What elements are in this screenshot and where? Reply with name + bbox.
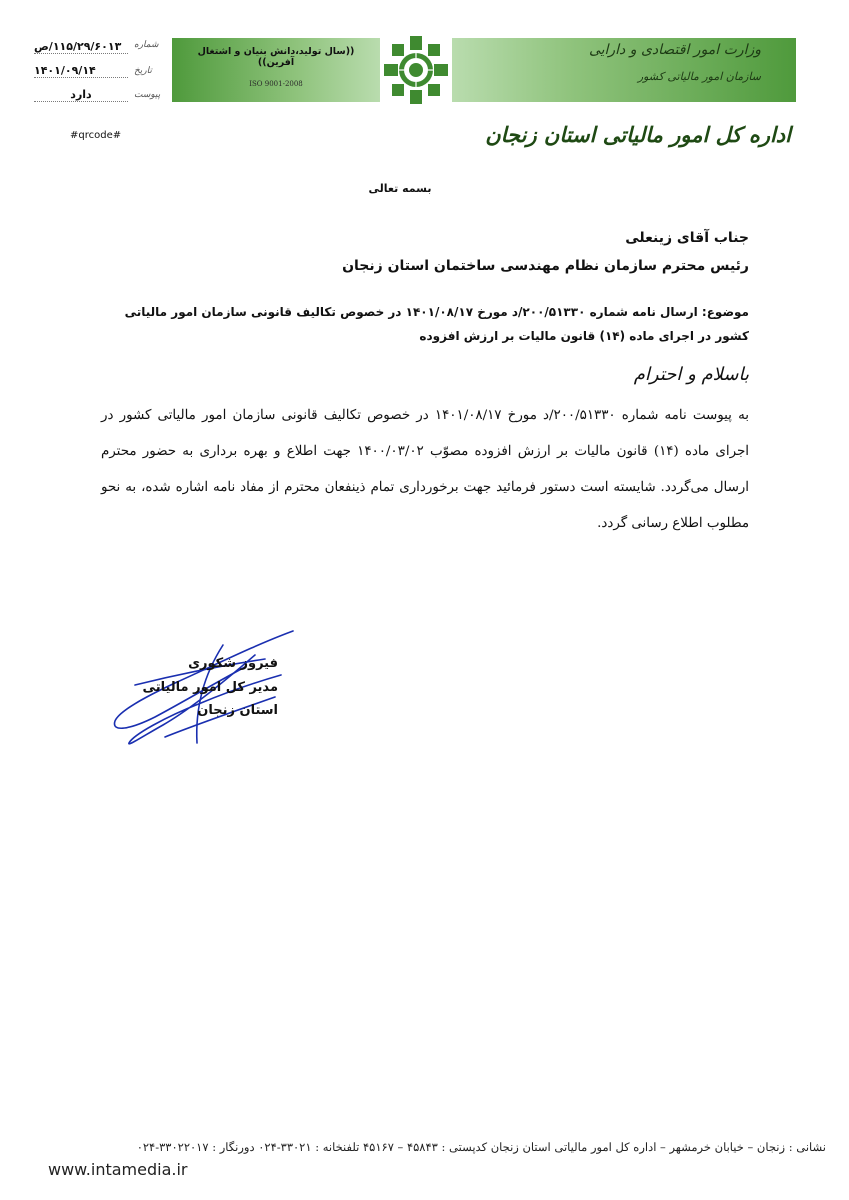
organization-name: سازمان امور مالیاتی کشور (637, 70, 761, 83)
signer-region: استان زنجان (197, 703, 278, 718)
department-title: اداره کل امور مالیاتی استان زنجان (485, 122, 791, 147)
greeting: باسلام و احترام (633, 364, 749, 385)
year-slogan: ((سال تولید،دانش بنیان و اشتغال آفرین)) (197, 46, 355, 68)
date-label: تاریخ (134, 66, 152, 76)
signer-role: مدیر کل امور مالیاتی (142, 680, 278, 695)
recipient-title: رئیس محترم سازمان نظام مهندسی ساختمان استان زنجان (342, 258, 749, 274)
letter-date: ۱۴۰۱/۰۹/۱۴ (34, 64, 128, 78)
footer-address: نشانی : زنجان – خیابان خرمشهر – اداره کل امور مالیاتی استان زنجان کدپستی : ۴۵۸۴۳ – ۴۵۱۶۷ تلفنخانه : ۳۳۰۲۱-۰۲۴ دورنگار : ۳۳۰۲۲۰۱۷-۰۲۴ (136, 1140, 826, 1154)
attachment-value: دارد (34, 88, 128, 102)
iso-certification: ISO 9001-2008 (249, 80, 303, 88)
qr-code-placeholder: #qrcode# (70, 130, 122, 141)
signer-name: فیروز شکوری (188, 656, 278, 671)
tax-organization-emblem-icon (380, 32, 452, 108)
recipient-name: جناب آقای زینعلی (625, 230, 749, 246)
footer-website: www.intamedia.ir (48, 1160, 188, 1179)
letter-number: ۱۱۵/۲۹/۶۰۱۳/ص (34, 40, 128, 54)
basmala: بسمه تعالی (368, 182, 432, 195)
letter-body: به پیوست نامه شماره ۲۰۰/۵۱۳۳۰/د مورخ ۱۴۰۱/۰۸/۱۷ در خصوص تکالیف قانونی سازمان امور مالیاتی کشور در اجرای ماده (۱۴) قانون مالیات بر ارزش افزوده مصوّب ۱۴۰۰/۰۳/۰۲ جهت اطلاع و بهره برداری به حضور محترم ارسال می‌گردد. شایسته است دستور فرمائید جهت برخورداری تمام ذینفعان محترم از مفاد نامه اشاره شده، به نحو مطلوب اطلاع رسانی گردد. (101, 408, 749, 531)
letter-subject: موضوع: ارسال نامه شماره ۲۰۰/۵۱۳۳۰/د مورخ ۱۴۰۱/۰۸/۱۷ در خصوص تکالیف قانونی سازمان امور مالیاتی کشور در اجرای ماده (۱۴) قانون مالیات بر ارزش افزوده (124, 305, 749, 343)
attachment-label: پیوست (134, 90, 161, 100)
ministry-name: وزارت امور اقتصادی و دارایی (588, 42, 761, 58)
number-label: شماره (134, 40, 159, 50)
